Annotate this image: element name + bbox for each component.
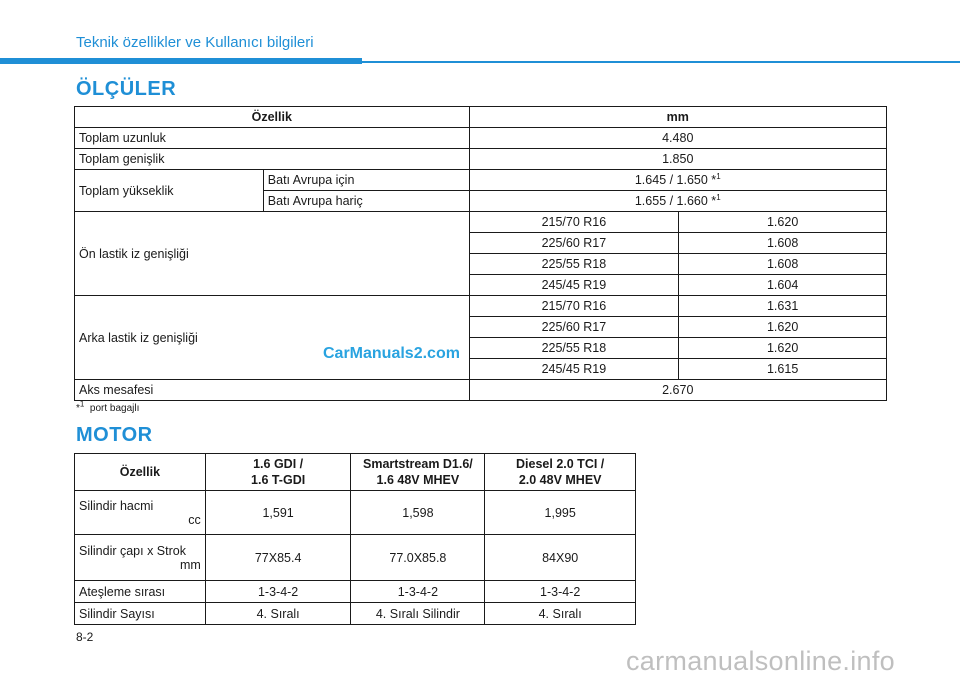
column-header-diesel	[485, 454, 636, 491]
value-total-width: 1.850	[469, 149, 886, 170]
value-text: 1.655 / 1.660 *	[634, 194, 717, 208]
track-value: 1.615	[679, 359, 887, 380]
table-cell: 77.0X85.8	[351, 535, 485, 581]
table-row	[75, 535, 636, 581]
engine-table	[74, 453, 636, 625]
header-rule-thin	[362, 61, 960, 63]
row-label-total-width: Toplam genişlik	[75, 149, 470, 170]
row-label-firing-order: Ateşleme sırası	[75, 581, 206, 603]
row-label-displacement	[75, 491, 206, 535]
track-value: 1.620	[679, 317, 887, 338]
column-header-smartstream	[351, 454, 485, 491]
table-row	[75, 603, 636, 625]
header-line: 1.6 48V MHEV	[376, 473, 460, 487]
footnote	[76, 399, 140, 414]
track-value: 1.608	[679, 233, 887, 254]
table-cell: 1-3-4-2	[485, 581, 636, 603]
tire-size: 225/55 R18	[469, 338, 679, 359]
table-cell: 1,598	[351, 491, 485, 535]
page-number: 8-2	[76, 630, 94, 644]
table-row	[75, 581, 636, 603]
table-cell: 4. Sıralı	[485, 603, 636, 625]
table-cell: 1,591	[205, 491, 351, 535]
label-text: Silindir çapı x Strok	[79, 543, 186, 558]
sublabel-west-europe: Batı Avrupa için	[263, 170, 469, 191]
tire-size: 225/60 R17	[469, 317, 679, 338]
table-cell: 1-3-4-2	[351, 581, 485, 603]
header-line: Diesel 2.0 TCI /	[516, 457, 605, 471]
track-value: 1.620	[679, 338, 887, 359]
track-value: 1.604	[679, 275, 887, 296]
row-label-wheelbase: Aks mesafesi	[75, 380, 470, 401]
row-label-total-length: Toplam uzunluk	[75, 128, 470, 149]
table-cell: 4. Sıralı Silindir	[351, 603, 485, 625]
column-header-feature: Özellik	[75, 454, 206, 491]
footnote-number: 1	[79, 399, 85, 409]
tire-size: 225/55 R18	[469, 254, 679, 275]
tire-size: 245/45 R19	[469, 275, 679, 296]
sublabel-outside-west-europe: Batı Avrupa hariç	[263, 191, 469, 212]
row-label-bore-stroke	[75, 535, 206, 581]
value-text: 1.645 / 1.650 *	[634, 173, 717, 187]
engine-title: MOTOR	[76, 424, 153, 446]
track-value: 1.608	[679, 254, 887, 275]
page-header-title: Teknik özellikler ve Kullanıcı bilgileri	[76, 34, 314, 51]
table-row	[75, 128, 887, 149]
value-total-length: 4.480	[469, 128, 886, 149]
table-row	[75, 454, 636, 491]
row-label-total-height: Toplam yükseklik	[75, 170, 264, 212]
table-cell: 4. Sıralı	[205, 603, 351, 625]
table-row	[75, 380, 887, 401]
table-cell: 1-3-4-2	[205, 581, 351, 603]
footnote-ref: 1	[716, 192, 721, 202]
value-height-outside-west-europe	[469, 191, 886, 212]
row-label-rear-track: Arka lastik iz genişliği	[75, 296, 470, 380]
table-row	[75, 491, 636, 535]
dimensions-table	[74, 106, 887, 401]
table-row	[75, 212, 887, 233]
track-value: 1.620	[679, 212, 887, 233]
watermark-link[interactable]: CarManuals2.com	[323, 345, 460, 362]
header-line: 1.6 T-GDI	[251, 473, 306, 487]
table-cell: 1,995	[485, 491, 636, 535]
value-wheelbase: 2.670	[469, 380, 886, 401]
table-row	[75, 107, 887, 128]
table-row	[75, 149, 887, 170]
footer-site-link[interactable]: carmanualsonline.info	[626, 646, 895, 676]
header-rule-thick	[0, 58, 362, 64]
table-row	[75, 296, 887, 317]
tire-size: 215/70 R16	[469, 296, 679, 317]
unit-label: cc	[188, 512, 201, 527]
table-row	[75, 170, 887, 191]
tire-size: 215/70 R16	[469, 212, 679, 233]
footnote-mark: *	[76, 403, 80, 414]
header-line: 2.0 48V MHEV	[518, 473, 602, 487]
column-header-feature: Özellik	[75, 107, 470, 128]
tire-size: 225/60 R17	[469, 233, 679, 254]
footnote-text: port bagajlı	[89, 403, 140, 414]
header-line: Smartstream D1.6/	[363, 457, 473, 471]
column-header-unit: mm	[469, 107, 886, 128]
tire-size: 245/45 R19	[469, 359, 679, 380]
label-text: Silindir hacmi	[79, 498, 154, 513]
row-label-cylinder-count: Silindir Sayısı	[75, 603, 206, 625]
unit-label: mm	[179, 557, 201, 572]
track-value: 1.631	[679, 296, 887, 317]
table-cell: 77X85.4	[205, 535, 351, 581]
header-line: 1.6 GDI /	[253, 457, 304, 471]
value-height-west-europe	[469, 170, 886, 191]
column-header-gdi	[205, 454, 351, 491]
row-label-front-track: Ön lastik iz genişliği	[75, 212, 470, 296]
table-cell: 84X90	[485, 535, 636, 581]
dimensions-title: ÖLÇÜLER	[76, 78, 177, 100]
footnote-ref: 1	[716, 171, 721, 181]
